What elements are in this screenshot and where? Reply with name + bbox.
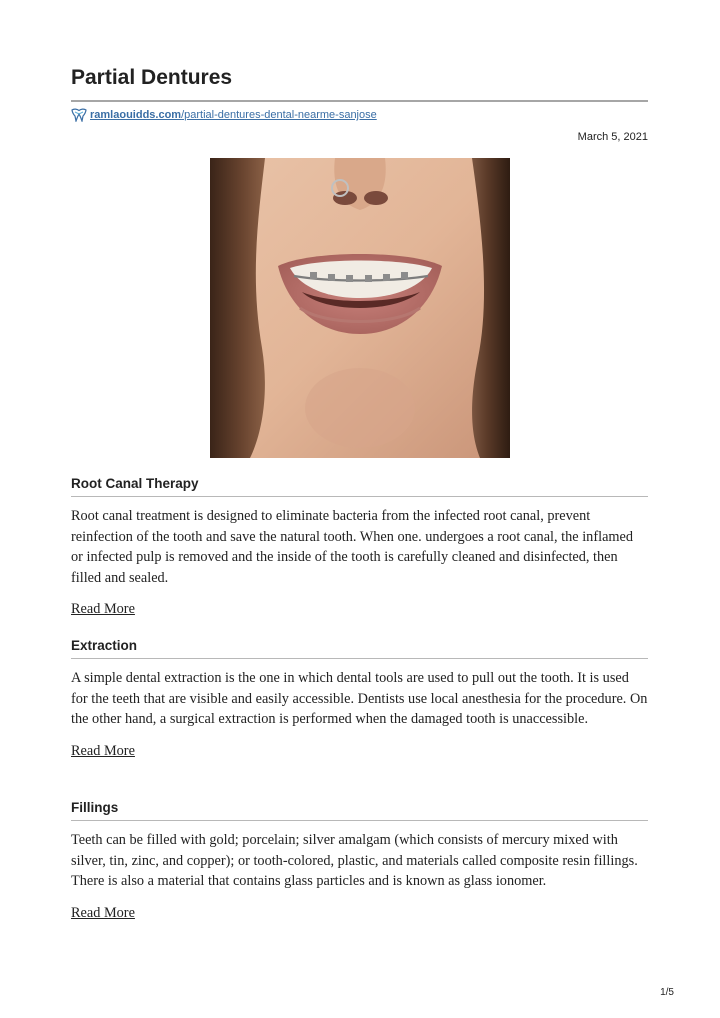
section-body: Teeth can be filled with gold; porcelain; silver amalgam (which consists of mercury mixed with silver, tin, zinc, and copper); or tooth-colored, plastic, and materials called composite resin fillings. There is also a material that contains glass particles and is known as glass ionomer. bbox=[71, 832, 638, 890]
section-fillings bbox=[71, 798, 648, 922]
section-extraction bbox=[71, 636, 648, 760]
section-heading: Extraction bbox=[71, 638, 138, 653]
page-number: 1/5 bbox=[660, 987, 674, 998]
section-divider bbox=[71, 658, 648, 659]
smile-braces-photo bbox=[210, 158, 510, 458]
section-body: Root canal treatment is designed to eliminate bacteria from the infected root canal, prevent reinfection of the tooth and save the natural tooth. When one. undergoes a root canal, the inflamed or infected pulp is removed and the inside of the tooth is carefully cleaned and disinfected, then filled and sealed. bbox=[71, 508, 634, 586]
section-heading: Fillings bbox=[71, 800, 119, 815]
page-title: Partial Dentures bbox=[71, 66, 233, 89]
read-more-link[interactable]: Read More bbox=[71, 904, 135, 921]
section-root-canal-therapy bbox=[71, 474, 648, 618]
source-domain[interactable]: ramlaouidds.com bbox=[90, 109, 182, 121]
section-divider bbox=[71, 820, 648, 821]
read-more-link[interactable]: Read More bbox=[71, 601, 135, 618]
section-divider bbox=[71, 496, 648, 497]
source-path[interactable]: /partial-dentures-dental-nearme-sanjose bbox=[181, 109, 377, 121]
section-body: A simple dental extraction is the one in which dental tools are used to pull out the tooth. It is used for the teeth that are visible and easily accessible. Dentists use local anesthesia for the procedure. On the other hand, a surgical extraction is performed when the damaged tooth is unaccessible. bbox=[71, 670, 648, 728]
tooth-logo-icon bbox=[71, 108, 87, 122]
source-link[interactable] bbox=[71, 108, 377, 122]
title-divider bbox=[71, 100, 648, 102]
read-more-link[interactable]: Read More bbox=[71, 742, 135, 759]
section-heading: Root Canal Therapy bbox=[71, 476, 199, 491]
publish-date: March 5, 2021 bbox=[577, 131, 648, 143]
